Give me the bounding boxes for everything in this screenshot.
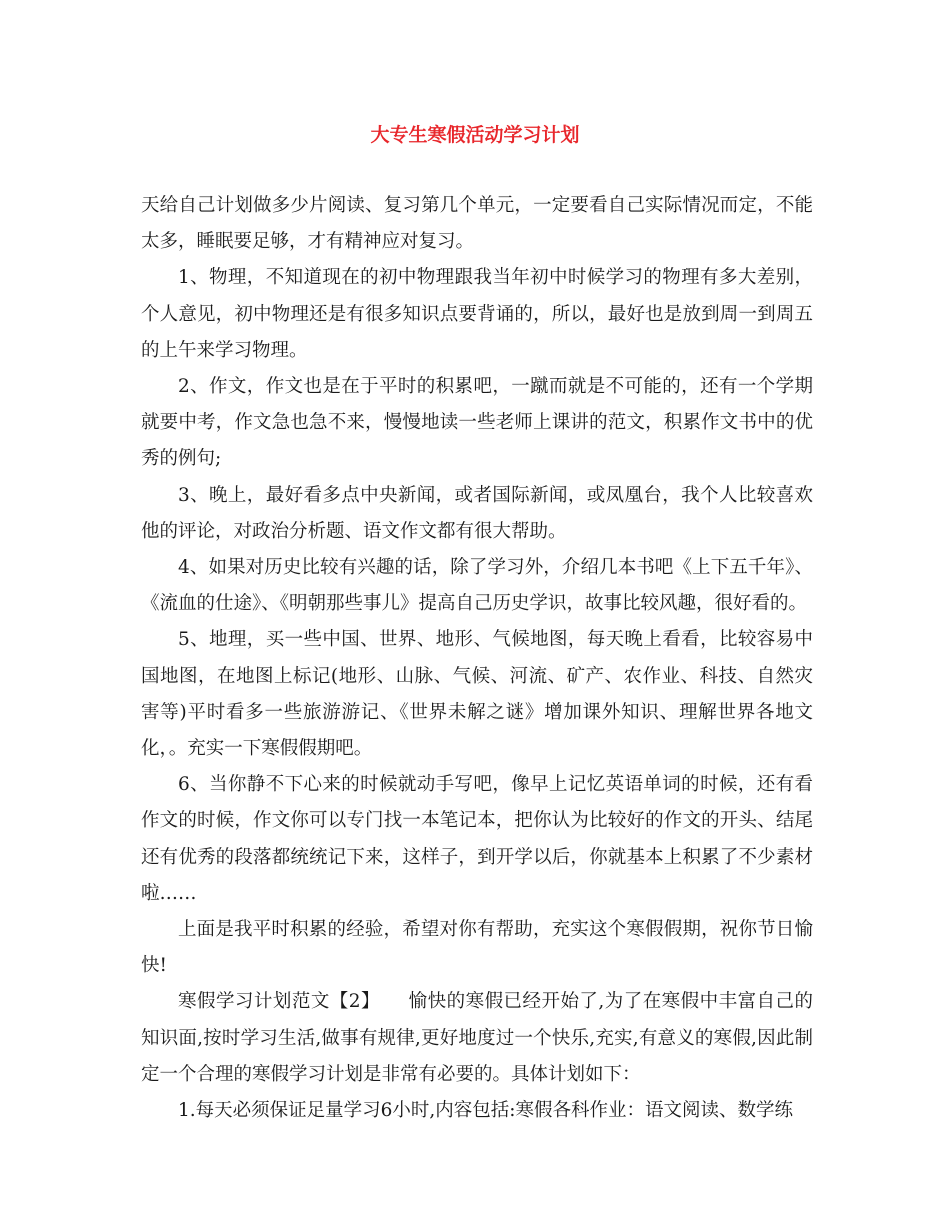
paragraph-closing: 上面是我平时积累的经验，希望对你有帮助，充实这个寒假假期，祝你节日愉快! <box>141 919 813 977</box>
document-title: 大专生寒假活动学习计划 <box>370 124 580 146</box>
document-body <box>141 188 813 1129</box>
paragraph-geography: 5、地理，买一些中国、世界、地形、气候地图，每天晚上看看，比较容易中国地图，在地图上标记(地形、山脉、气候、河流、矿产、农作业、科技、自然灾害等)平时看多一些旅游游记、《世界未解之谜》增加课外知识、理解世界各地文化，。充实一下寒假假期吧。 <box>141 629 813 760</box>
paragraph-composition: 2、作文，作文也是在于平时的积累吧，一蹴而就是不可能的，还有一个学期就要中考，作文急也急不来，慢慢地读一些老师上课讲的范文，积累作文书中的优秀的例句; <box>141 376 813 470</box>
paragraph-intro: 天给自己计划做多少片阅读、复习第几个单元，一定要看自己实际情况而定，不能太多，睡眠要足够，才有精神应对复习。 <box>141 195 813 253</box>
paragraph-item-1: 1.每天必须保证足量学习6小时,内容包括:寒假各科作业：语文阅读、数学练 <box>178 1100 794 1122</box>
paragraph-writing: 6、当你静不下心来的时候就动手写吧，像早上记忆英语单词的时候，还有看作文的时候，作文你可以专门找一本笔记本，把你认为比较好的作文的开头、结尾还有优秀的段落都统统记下来，这样子，到开学以后，你就基本上积累了不少素材啦…… <box>141 774 813 904</box>
paragraph-history: 4、如果对历史比较有兴趣的话，除了学习外，介绍几本书吧《上下五千年》、《流血的仕途》、《明朝那些事儿》提高自己历史学识，故事比较风趣，很好看的。 <box>141 557 813 615</box>
paragraph-sample-2: 寒假学习计划范文【2】 愉快的寒假已经开始了,为了在寒假中丰富自己的知识面,按时学习生活,做事有规律,更好地度过一个快乐,充实,有意义的寒假,因此制定一个合理的寒假学习计划是非常有必要的。具体计划如下： <box>141 991 813 1085</box>
paragraph-physics: 1、物理，不知道现在的初中物理跟我当年初中时候学习的物理有多大差别，个人意见，初中物理还是有很多知识点要背诵的，所以，最好也是放到周一到周五的上午来学习物理。 <box>141 267 813 361</box>
paragraph-news: 3、晚上，最好看多点中央新闻，或者国际新闻，或凤凰台，我个人比较喜欢他的评论，对政治分析题、语文作文都有很大帮助。 <box>141 484 813 542</box>
